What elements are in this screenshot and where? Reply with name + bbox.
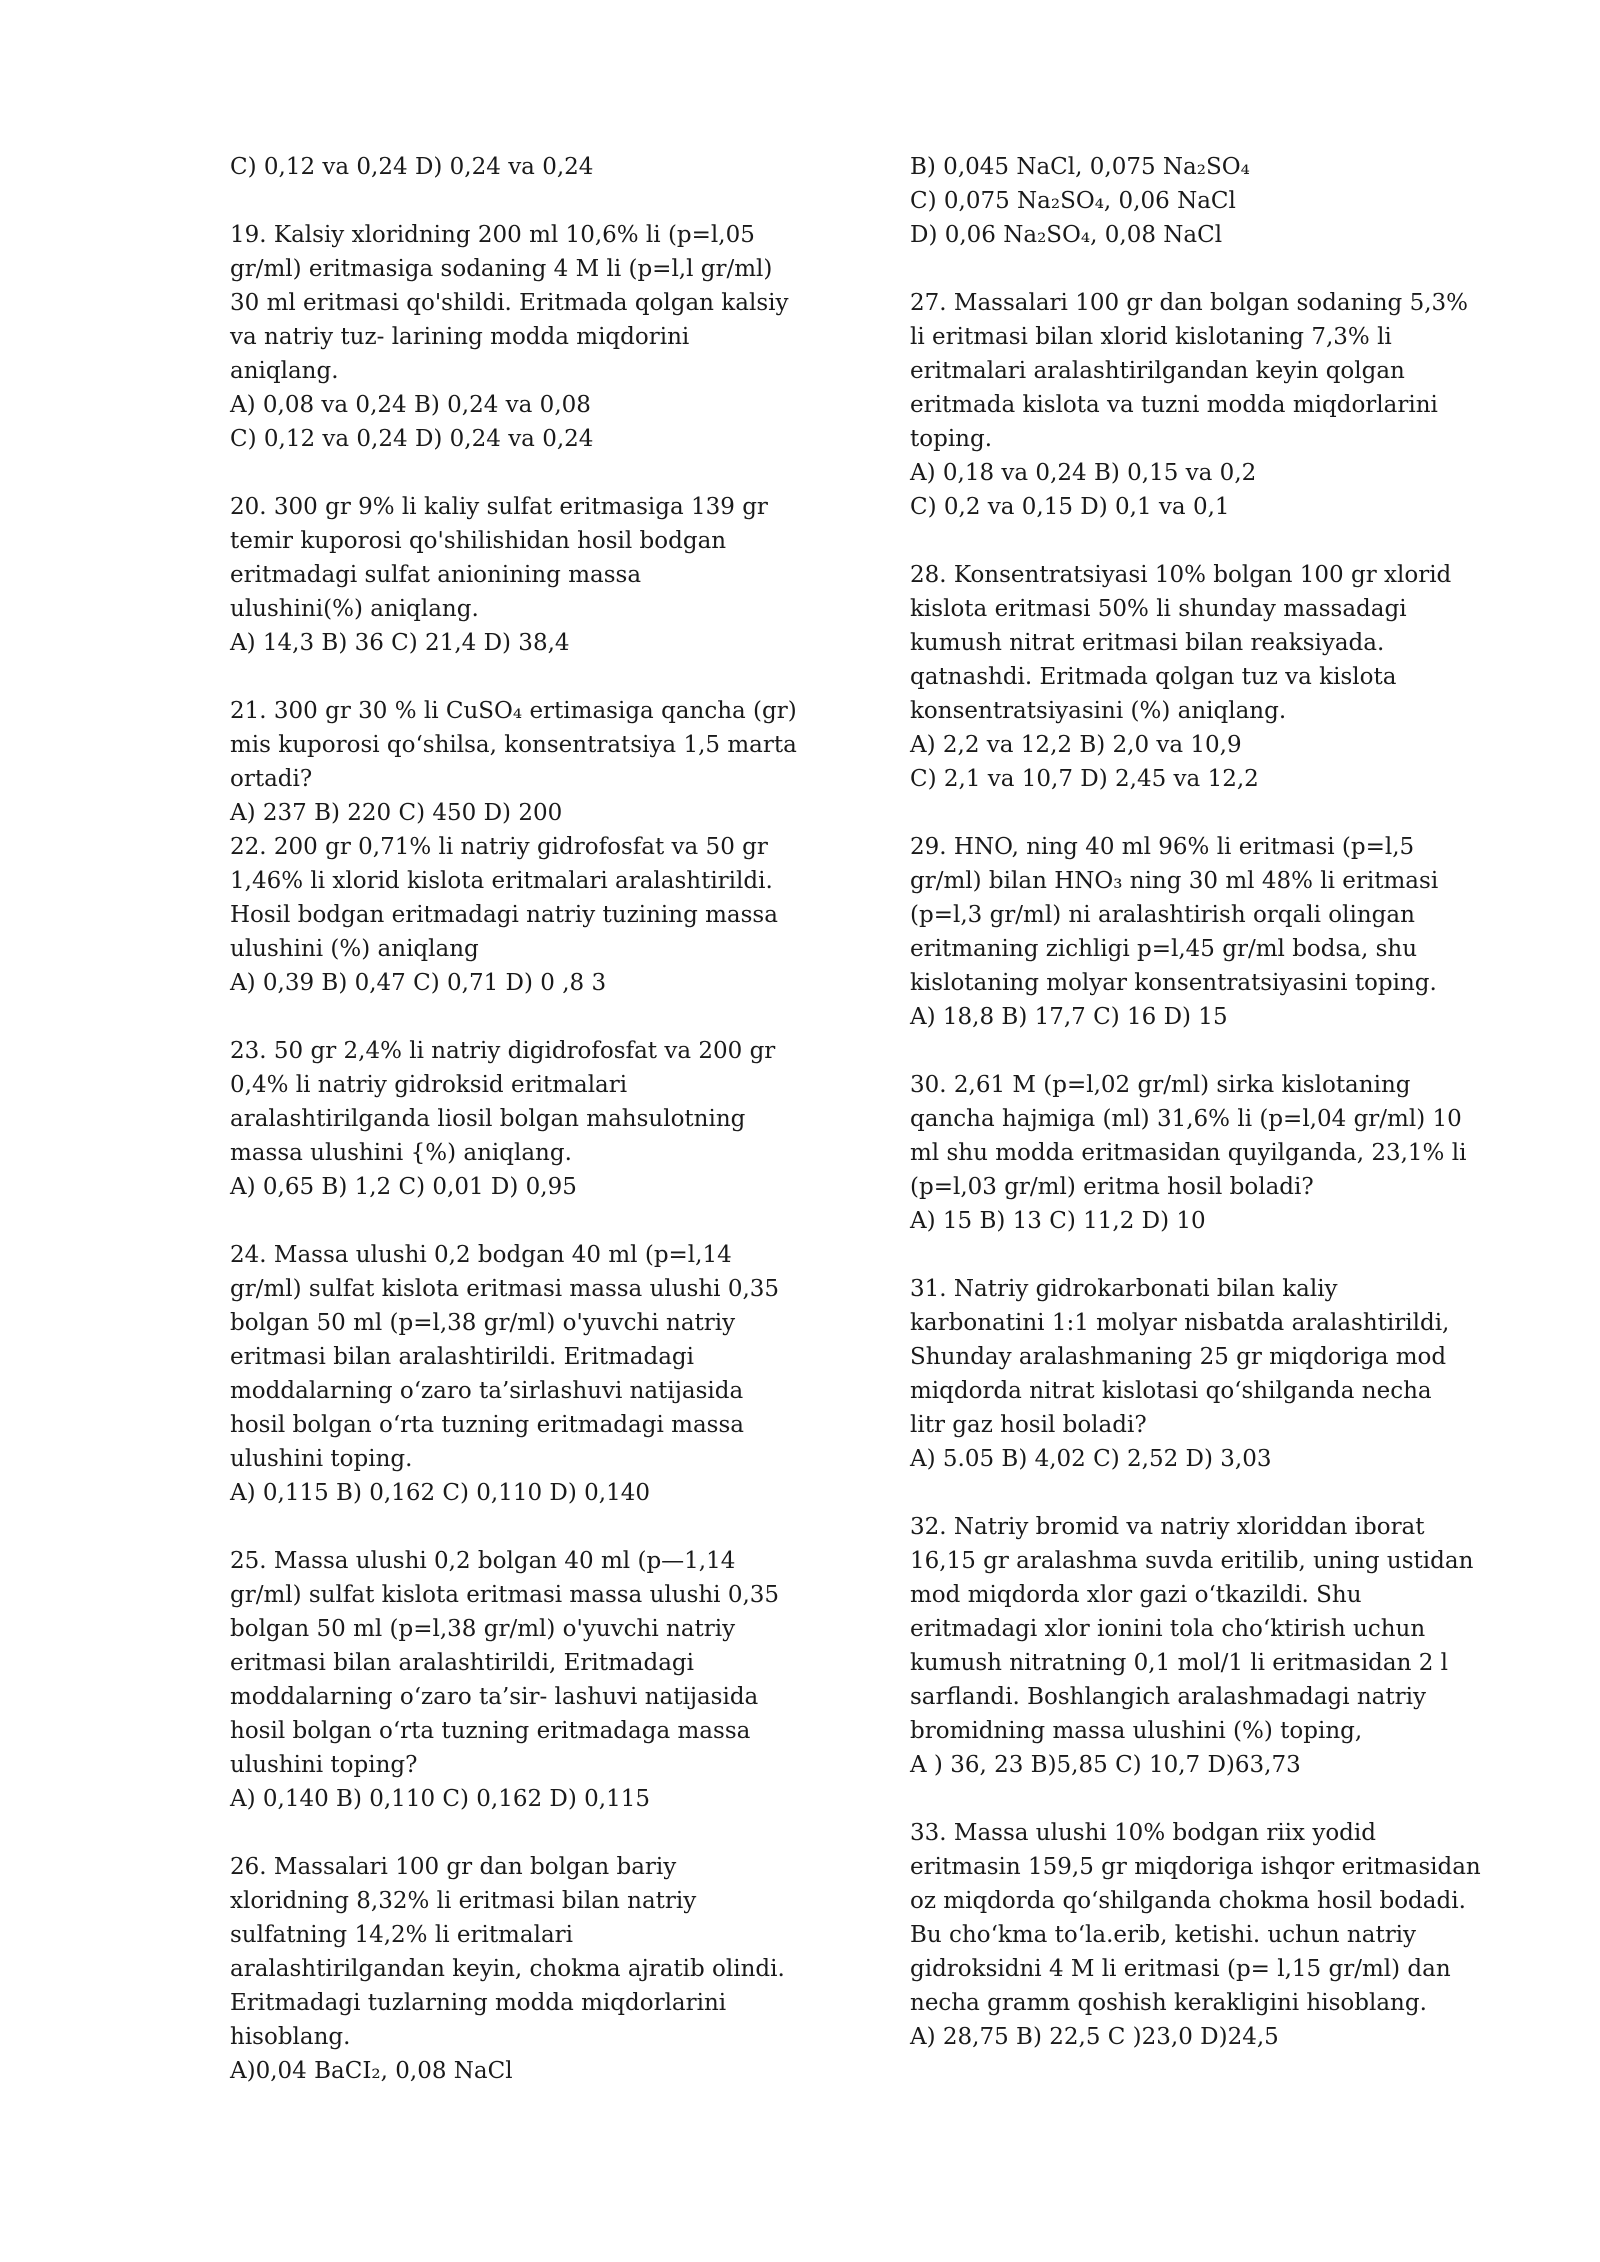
text-line: (p=l,03 gr/ml) eritma hosil boladi? (910, 1174, 1314, 1200)
text-line: Eritmadagi tuzlarning modda miqdorlarini (230, 1990, 727, 2016)
text-line: moddalarning o‘zaro ta’sirlashuvi natijasida (230, 1378, 744, 1404)
text-line: A) 15 B) 13 C) 11,2 D) 10 (910, 1208, 1206, 1234)
text-line: 16,15 gr aralashma suvda eritilib, uning ustidan (910, 1548, 1474, 1574)
text-line: (p=l,3 gr/ml) ni aralashtirish orqali olingan (910, 902, 1415, 928)
text-line: A) 28,75 B) 22,5 C )23,0 D)24,5 (910, 2024, 1279, 2050)
question-block (230, 490, 850, 660)
text-line: litr gaz hosil boladi? (910, 1412, 1147, 1438)
question-block (910, 1272, 1530, 1476)
text-line: eritmalari aralashtirilgandan keyin qolgan (910, 358, 1405, 384)
text-line: eritmada kislota va tuzni modda miqdorlarini (910, 392, 1438, 418)
question-block (910, 1068, 1530, 1238)
question-block (230, 150, 850, 184)
text-line: Bu cho‘kma to‘la.erib, ketishi. uchun natriy (910, 1922, 1417, 1948)
question-block (230, 1850, 850, 2088)
text-line: A) 0,39 B) 0,47 C) 0,71 D) 0 ,8 3 (230, 970, 607, 996)
text-line: ml shu modda eritmasidan quyilganda, 23,1% li (910, 1140, 1467, 1166)
question-block (230, 694, 850, 830)
text-line: A) 5.05 B) 4,02 C) 2,52 D) 3,03 (910, 1446, 1272, 1472)
text-line: gr/ml) sulfat kislota eritmasi massa ulushi 0,35 (230, 1276, 780, 1302)
text-line: aralashtirilgandan keyin, chokma ajratib olindi. (230, 1956, 785, 1982)
left-column (230, 150, 850, 2088)
question-block (230, 1544, 850, 1816)
text-line: 29. HNO, ning 40 ml 96% li eritmasi (p=l,5 (910, 834, 1415, 860)
text-line: hosil bolgan o‘rta tuzning eritmadagi massa (230, 1412, 744, 1438)
text-line: miqdorda nitrat kislotasi qo‘shilganda necha (910, 1378, 1432, 1404)
text-line: D) 0,06 Na₂SO₄, 0,08 NaCl (910, 222, 1223, 248)
text-line: konsentratsiyasini (%) aniqlang. (910, 698, 1287, 724)
text-line: 21. 300 gr 30 % li CuSO₄ ertimasiga qancha (gr) (230, 698, 797, 724)
text-line: C) 2,1 va 10,7 D) 2,45 va 12,2 (910, 766, 1259, 792)
text-line: A) 0,140 B) 0,110 C) 0,162 D) 0,115 (230, 1786, 650, 1812)
text-line: 33. Massa ulushi 10% bodgan riix yodid (910, 1820, 1376, 1846)
text-line: A) 0,65 B) 1,2 C) 0,01 D) 0,95 (230, 1174, 577, 1200)
text-line: eritmaning zichligi p=l,45 gr/ml bodsa, shu (910, 936, 1418, 962)
text-line: eritmadagi xlor ionini tola cho‘ktirish uchun (910, 1616, 1426, 1642)
text-line: oz miqdorda qo‘shilganda chokma hosil bodadi. (910, 1888, 1466, 1914)
question-block (230, 1238, 850, 1510)
text-line: kislota eritmasi 50% li shunday massadagi (910, 596, 1407, 622)
text-line: A) 0,115 B) 0,162 C) 0,110 D) 0,140 (230, 1480, 650, 1506)
text-line: hisoblang. (230, 2024, 351, 2050)
text-line: ulushini (%) aniqlang (230, 936, 479, 962)
text-line: xloridning 8,32% li eritmasi bilan natriy (230, 1888, 697, 1914)
text-line: 30 ml eritmasi qo'shildi. Eritmada qolgan kalsiy (230, 290, 789, 316)
question-block (910, 830, 1530, 1034)
text-line: aralashtirilganda liosil bolgan mahsulotning (230, 1106, 746, 1132)
text-line: aniqlang. (230, 358, 339, 384)
question-block (230, 218, 850, 456)
text-line: 30. 2,61 M (p=l,02 gr/ml) sirka kislotaning (910, 1072, 1411, 1098)
text-line: necha gramm qoshish kerakligini hisoblang. (910, 1990, 1427, 2016)
text-line: kislotaning molyar konsentratsiyasini toping. (910, 970, 1437, 996)
text-line: A) 237 B) 220 C) 450 D) 200 (230, 800, 563, 826)
text-line: A) 0,08 va 0,24 B) 0,24 va 0,08 (230, 392, 591, 418)
text-line: 28. Konsentratsiyasi 10% bolgan 100 gr xlorid (910, 562, 1452, 588)
question-block (910, 558, 1530, 796)
text-line: A) 0,18 va 0,24 B) 0,15 va 0,2 (910, 460, 1257, 486)
text-line: 23. 50 gr 2,4% li natriy digidrofosfat va 200 gr (230, 1038, 776, 1064)
question-block (230, 830, 850, 1000)
text-line: gidroksidni 4 M li eritmasi (p= l,15 gr/ml) dan (910, 1956, 1451, 1982)
text-line: gr/ml) eritmasiga sodaning 4 M li (p=l,l gr/ml) (230, 256, 773, 282)
text-line: Hosil bodgan eritmadagi natriy tuzining massa (230, 902, 778, 928)
text-line: ulushini toping. (230, 1446, 413, 1472)
text-line: C) 0,075 Na₂SO₄, 0,06 NaCl (910, 188, 1236, 214)
text-line: B) 0,045 NaCl, 0,075 Na₂SO₄ (910, 154, 1250, 180)
text-line: 31. Natriy gidrokarbonati bilan kaliy (910, 1276, 1338, 1302)
text-line: ulushini(%) aniqlang. (230, 596, 479, 622)
text-line: Shunday aralashmaning 25 gr miqdoriga mod (910, 1344, 1447, 1370)
text-line: bromidning massa ulushini (%) toping, (910, 1718, 1363, 1744)
text-line: kumush nitrat eritmasi bilan reaksiyada. (910, 630, 1385, 656)
text-line: A ) 36, 23 B)5,85 C) 10,7 D)63,73 (910, 1752, 1301, 1778)
text-line: temir kuporosi qo'shilishidan hosil bodgan (230, 528, 727, 554)
text-line: eritmasin 159,5 gr miqdoriga ishqor eritmasidan (910, 1854, 1481, 1880)
text-line: qatnashdi. Eritmada qolgan tuz va kislota (910, 664, 1397, 690)
text-line: C) 0,2 va 0,15 D) 0,1 va 0,1 (910, 494, 1230, 520)
question-block (230, 1034, 850, 1204)
text-line: 19. Kalsiy xloridning 200 ml 10,6% li (p=l,05 (230, 222, 755, 248)
text-line: bolgan 50 ml (p=l,38 gr/ml) o'yuvchi natriy (230, 1616, 736, 1642)
text-line: massa ulushini {%) aniqlang. (230, 1140, 572, 1166)
text-line: eritmadagi sulfat anionining massa (230, 562, 642, 588)
text-line: 0,4% li natriy gidroksid eritmalari (230, 1072, 628, 1098)
text-line: 32. Natriy bromid va natriy xloriddan iborat (910, 1514, 1425, 1540)
text-line: 26. Massalari 100 gr dan bolgan bariy (230, 1854, 677, 1880)
text-line: toping. (910, 426, 993, 452)
question-block (910, 150, 1530, 252)
text-line: A) 14,3 B) 36 C) 21,4 D) 38,4 (230, 630, 570, 656)
text-line: 22. 200 gr 0,71% li natriy gidrofosfat va 50 gr (230, 834, 768, 860)
text-line: 20. 300 gr 9% li kaliy sulfat eritmasiga 139 gr (230, 494, 768, 520)
text-line: va natriy tuz- larining modda miqdorini (230, 324, 690, 350)
text-line: sarflandi. Boshlangich aralashmadagi natriy (910, 1684, 1426, 1710)
text-line: C) 0,12 va 0,24 D) 0,24 va 0,24 (230, 154, 594, 180)
text-line: C) 0,12 va 0,24 D) 0,24 va 0,24 (230, 426, 594, 452)
text-line: qancha hajmiga (ml) 31,6% li (p=l,04 gr/ml) 10 (910, 1106, 1462, 1132)
question-block (910, 1510, 1530, 1782)
text-line: mod miqdorda xlor gazi o‘tkazildi. Shu (910, 1582, 1362, 1608)
text-line: A)0,04 BaCI₂, 0,08 NaCl (230, 2058, 513, 2084)
text-line: sulfatning 14,2% li eritmalari (230, 1922, 574, 1948)
text-line: bolgan 50 ml (p=l,38 gr/ml) o'yuvchi natriy (230, 1310, 736, 1336)
text-line: moddalarning o‘zaro ta’sir- lashuvi natijasida (230, 1684, 759, 1710)
text-line: mis kuporosi qo‘shilsa, konsentratsiya 1,5 marta (230, 732, 797, 758)
text-line: gr/ml) sulfat kislota eritmasi massa ulushi 0,35 (230, 1582, 780, 1608)
text-line: 27. Massalari 100 gr dan bolgan sodaning 5,3% (910, 290, 1469, 316)
text-line: ulushini toping? (230, 1752, 418, 1778)
text-line: ortadi? (230, 766, 313, 792)
text-line: eritmasi bilan aralashtirildi. Eritmadagi (230, 1344, 694, 1370)
text-line: 25. Massa ulushi 0,2 bolgan 40 ml (p—1,14 (230, 1548, 736, 1574)
right-column (910, 150, 1530, 2054)
text-line: 24. Massa ulushi 0,2 bodgan 40 ml (p=l,14 (230, 1242, 732, 1268)
text-line: hosil bolgan o‘rta tuzning eritmadaga massa (230, 1718, 751, 1744)
text-line: 1,46% li xlorid kislota eritmalari aralashtirildi. (230, 868, 773, 894)
text-line: gr/ml) bilan HNO₃ ning 30 ml 48% li eritmasi (910, 868, 1439, 894)
text-line: kumush nitratning 0,1 mol/1 li eritmasidan 2 l (910, 1650, 1449, 1676)
text-line: karbonatini 1:1 molyar nisbatda aralashtirildi, (910, 1310, 1450, 1336)
text-line: A) 2,2 va 12,2 B) 2,0 va 10,9 (910, 732, 1242, 758)
question-block (910, 286, 1530, 524)
question-block (910, 1816, 1530, 2054)
text-line: eritmasi bilan aralashtirildi, Eritmadagi (230, 1650, 694, 1676)
text-line: A) 18,8 B) 17,7 C) 16 D) 15 (910, 1004, 1228, 1030)
text-line: li eritmasi bilan xlorid kislotaning 7,3% li (910, 324, 1392, 350)
